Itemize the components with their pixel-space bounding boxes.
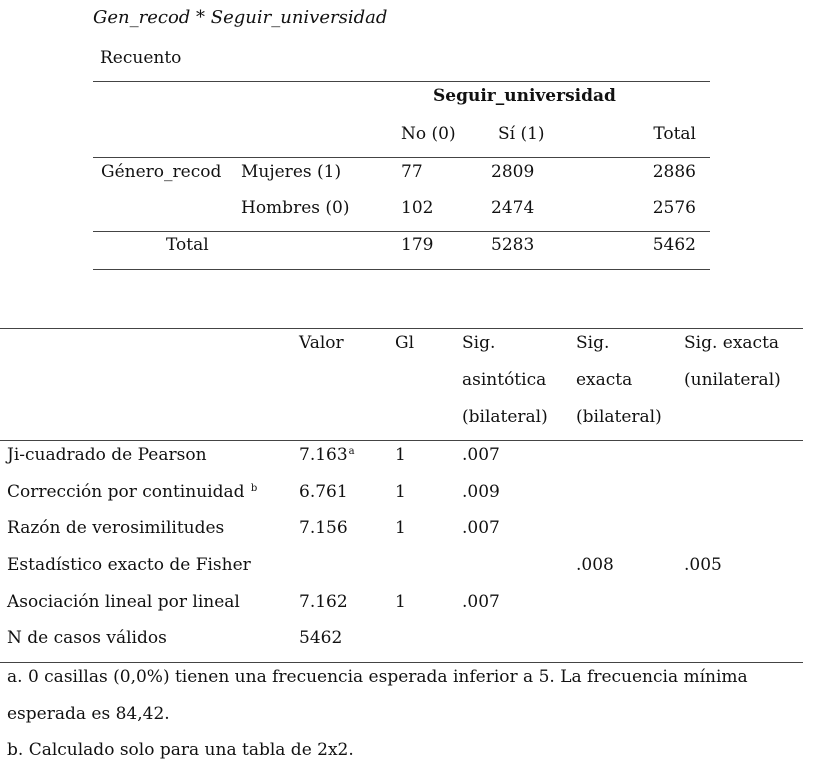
header-sig-asint-line3: (bilateral) bbox=[462, 407, 548, 427]
chi-top-rule bbox=[0, 328, 803, 329]
cell-no: 77 bbox=[401, 162, 423, 182]
header-sig-exacta-bil-line1: Sig. bbox=[576, 333, 610, 353]
cell-no: 179 bbox=[401, 235, 434, 255]
cell-no: 102 bbox=[401, 198, 434, 218]
footnote-a-line2: esperada es 84,42. bbox=[7, 704, 170, 724]
crosstab-title: Gen_recod * Seguir_universidad bbox=[93, 7, 388, 28]
column-header-no: No (0) bbox=[401, 124, 456, 144]
cell-sig-asint: .007 bbox=[462, 592, 500, 612]
cell-gl: 1 bbox=[395, 482, 406, 502]
header-sig-exacta-uni-line1: Sig. exacta bbox=[684, 333, 780, 353]
cell-valor: 5462 bbox=[299, 628, 343, 648]
crosstab-bottom-rule bbox=[93, 269, 710, 270]
header-sig-exacta-bil-line2: exacta bbox=[576, 370, 633, 390]
cell-sig-asint: .009 bbox=[462, 482, 500, 502]
cell-gl: 1 bbox=[395, 518, 406, 538]
header-sig-asint-line2: asintótica bbox=[462, 370, 547, 390]
cell-si: 2809 bbox=[491, 162, 535, 182]
cell-valor: 6.761 bbox=[299, 482, 348, 502]
cell-valor: 7.156 bbox=[299, 518, 348, 538]
row-label: Mujeres (1) bbox=[241, 162, 342, 182]
header-valor: Valor bbox=[299, 333, 344, 353]
header-sig-asint-line1: Sig. bbox=[462, 333, 496, 353]
cell-total: 5462 bbox=[652, 235, 696, 255]
footnote-a-line1: a. 0 casillas (0,0%) tienen una frecuencia esperada inferior a 5. La frecuencia mínima bbox=[7, 667, 748, 687]
row-label: Estadístico exacto de Fisher bbox=[7, 555, 251, 575]
crosstab-total-rule bbox=[93, 231, 710, 232]
cell-si: 5283 bbox=[491, 235, 535, 255]
header-sig-exacta-bil-line3: (bilateral) bbox=[576, 407, 662, 427]
value-text: 7.163 bbox=[299, 445, 348, 465]
header-sig-exacta-uni-line2: (unilateral) bbox=[684, 370, 781, 390]
cell-sig-asint: .007 bbox=[462, 518, 500, 538]
footnote-marker: a bbox=[348, 446, 355, 457]
crosstab-subtitle: Recuento bbox=[100, 48, 182, 68]
cell-sig-asint: .007 bbox=[462, 445, 500, 465]
cell-valor: 7.162 bbox=[299, 592, 348, 612]
row-label: N de casos válidos bbox=[7, 628, 167, 648]
cell-valor bbox=[299, 447, 355, 464]
chi-header-rule bbox=[0, 440, 803, 441]
total-row-label: Total bbox=[166, 235, 209, 255]
header-gl: Gl bbox=[395, 333, 415, 353]
row-label: Hombres (0) bbox=[241, 198, 350, 218]
column-header-total: Total bbox=[653, 124, 696, 144]
row-variable-label: Género_recod bbox=[101, 162, 222, 182]
column-group-label: Seguir_universidad bbox=[433, 86, 616, 106]
chi-bottom-rule bbox=[0, 662, 803, 663]
row-label bbox=[7, 484, 257, 501]
cell-sig-exacta-bil: .008 bbox=[576, 555, 614, 575]
column-header-si: Sí (1) bbox=[498, 124, 545, 144]
cell-sig-exacta-uni: .005 bbox=[684, 555, 722, 575]
label-text: Corrección por continuidad bbox=[7, 482, 245, 502]
cell-total: 2576 bbox=[652, 198, 696, 218]
cell-total: 2886 bbox=[652, 162, 696, 182]
row-label: Razón de verosimilitudes bbox=[7, 518, 225, 538]
crosstab-top-rule bbox=[93, 81, 710, 82]
crosstab-header-rule bbox=[93, 157, 710, 158]
row-label: Asociación lineal por lineal bbox=[7, 592, 240, 612]
row-label: Ji-cuadrado de Pearson bbox=[7, 445, 207, 465]
cell-gl: 1 bbox=[395, 592, 406, 612]
cell-si: 2474 bbox=[491, 198, 535, 218]
cell-gl: 1 bbox=[395, 445, 406, 465]
footnote-b: b. Calculado solo para una tabla de 2x2. bbox=[7, 740, 354, 760]
footnote-marker: b bbox=[250, 483, 258, 494]
